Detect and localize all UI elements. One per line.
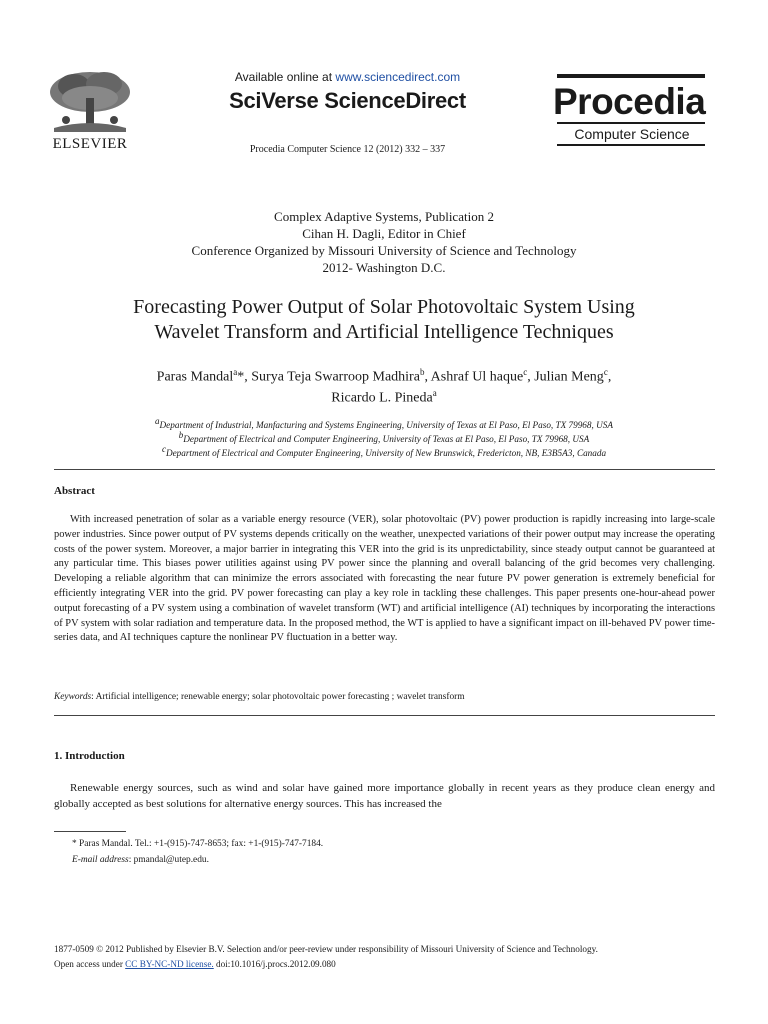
available-online-prefix: Available online at (234, 70, 336, 84)
conference-editor: Cihan H. Dagli, Editor in Chief (302, 226, 466, 241)
brand-rule-top (557, 74, 705, 78)
journal-brand-subtitle: Computer Science (574, 126, 690, 142)
keywords-list: : Artificial intelligence; renewable energy; solar photovoltaic power forecasting ; wavelet transform (91, 692, 465, 702)
author-name: Julian Meng (534, 369, 604, 385)
author-affil-sup: a (233, 367, 238, 377)
brand-rule-mid (557, 122, 705, 124)
abstract-rule-bottom (54, 715, 715, 716)
conference-organizer: Conference Organized by Missouri University of Science and Technology (191, 243, 577, 258)
affiliation-sup: b (178, 430, 184, 440)
license-link[interactable]: CC BY-NC-ND license. (125, 959, 214, 969)
abstract-rule-top (54, 469, 715, 470)
author-name: Ricardo L. Pineda (331, 390, 433, 406)
author-affil-sup: b (419, 367, 425, 377)
footnote-rule (54, 831, 126, 832)
author-name: Paras Mandal (156, 369, 234, 385)
footer-open-access (54, 959, 715, 969)
doi[interactable]: doi:10.1016/j.procs.2012.09.080 (213, 959, 336, 969)
platform-name: SciVerse ScienceDirect (229, 88, 466, 113)
author-affil-sup: a (432, 388, 437, 398)
author-affil-sup: c (603, 367, 608, 377)
affiliation-text: Department of Electrical and Computer Engineering, University of New Brunswick, Fredericton, NB, E3B5A3, Canada (165, 448, 607, 459)
author-list-line2 (60, 383, 708, 409)
author-list-line1: Paras Mandal$^a$*, Surya Teja Swarroop Madhira$^b$, Ashraf Ul haque$^c$, Julian Meng$^c$, (156, 367, 612, 385)
affiliation-text: Department of Electrical and Computer Engineering, University of Texas at El Paso, El Paso, TX 79968, USA (183, 434, 590, 445)
footnote-email (72, 855, 209, 865)
sciencedirect-link[interactable]: www.sciencedirect.com (335, 70, 461, 84)
abstract-heading: Abstract (54, 485, 95, 497)
email-label: E-mail address (72, 855, 129, 865)
keywords-line (54, 692, 715, 702)
paper-title-line2: Wavelet Transform and Artificial Intelligence Techniques (154, 321, 614, 343)
available-online-line (210, 70, 485, 84)
author-name: Surya Teja Swarroop Madhira (251, 369, 420, 385)
open-access-prefix: Open access under (54, 959, 126, 969)
affiliation-sup: c (161, 444, 166, 454)
author-name: Ashraf Ul haque (430, 369, 524, 385)
affiliation-text: Department of Industrial, Manfacturing and Systems Engineering, University of Texas at El Paso, El Paso, TX 79968, USA (159, 420, 613, 431)
affiliation-c (60, 442, 708, 461)
corresponding-mark: * (237, 369, 245, 385)
introduction-body: Renewable energy sources, such as wind and solar have gained more importance globally in recent years as they produce clean energy and globally accepted as best solutions for alternative energy sources. This has increased the (54, 782, 715, 810)
brand-rule-bottom (557, 144, 705, 146)
email-address[interactable]: : pmandal@utep.edu. (128, 855, 209, 865)
section-heading-introduction: 1. Introduction (54, 750, 125, 762)
footer-copyright: 1877-0509 © 2012 Published by Elsevier B.V. Selection and/or peer-review under responsibility of Missouri University of Science and Technology. (54, 944, 598, 954)
keywords-label: Keywords (54, 692, 92, 702)
journal-reference: Procedia Computer Science 12 (2012) 332 – 337 (249, 144, 446, 155)
elsevier-tree-logo (44, 68, 136, 132)
affiliation-sup: a (155, 416, 160, 426)
conference-series: Complex Adaptive Systems, Publication 2 (274, 209, 494, 224)
paper-title-line1: Forecasting Power Output of Solar Photovoltaic System Using (133, 296, 635, 318)
author-affil-sup: c (523, 367, 528, 377)
journal-brand: Procedia (553, 81, 706, 122)
abstract-body: With increased penetration of solar as a variable energy resource (VER), solar photovoltaic (PV) power production is rapidly increasing into large-scale power industries. Since power output of PV systems depends critically on the weather, unexpected variations of their power output may increase the operating costs of the power system. Moreover, a major barrier in integrating this VER into the grid is its unpredictability, since steady output cannot be guaranteed at any particular time. This biases power utilities against using PV power since the planning and overall balancing of the grid becomes very challenging. Developing a reliable algorithm that can minimize the errors associated with forecasting the near future PV power generation is extremely beneficial for efficiently integrating VER into the grid. PV power forecasting can play a key role in tackling these challenges. This paper presents one-hour-ahead power output forecasting of a PV system using a combination of wavelet transform (WT) and artificial intelligence (AI) techniques by incorporating the interactions of PV system with solar radiation and temperature data. In the proposed method, the WT is applied to have a significant impact on ill-behaved PV power time-series data, and AI techniques capture the nonlinear PV fluctuation in a better way. (54, 514, 715, 644)
footnote-corresponding-author: * Paras Mandal. Tel.: +1-(915)-747-8653; fax: +1-(915)-747-7184. (72, 839, 324, 849)
publisher-name: ELSEVIER (52, 136, 128, 152)
conference-date: 2012- Washington D.C. (322, 260, 446, 275)
